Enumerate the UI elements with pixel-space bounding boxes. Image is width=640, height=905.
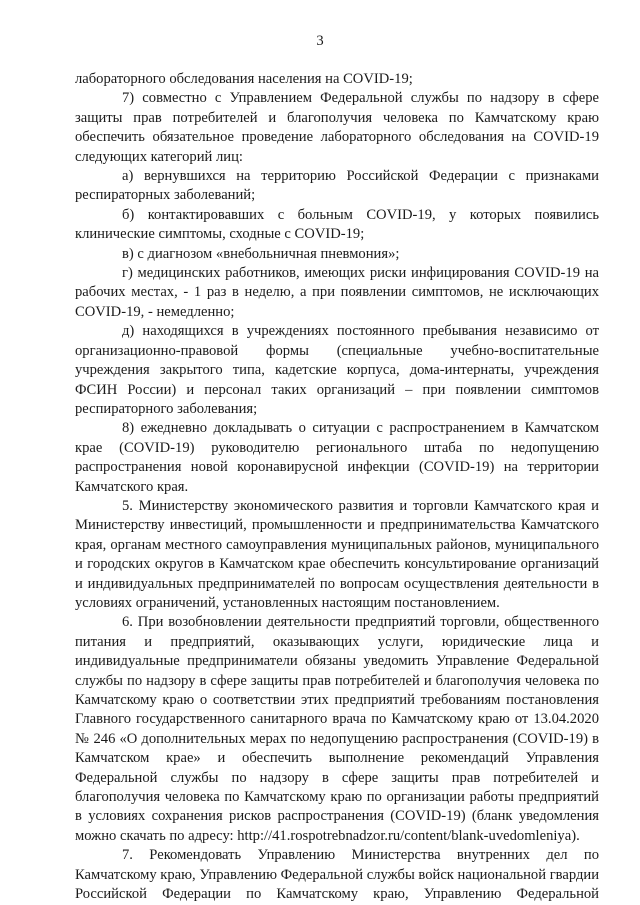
- document-body: [75, 70, 599, 904]
- paragraph-subitem-d: д) находящихся в учреждениях постоянного пребывания независимо от организационно-правовой формы (специальные учебно-воспитательные учреждения закрытого типа, кадетские корпуса, дома-интернаты, учреждения ФСИН России) и персонал таких организаций – при появлении симптомов респираторного заболевания;: [75, 323, 599, 417]
- paragraph-subitem-b: б) контактировавших с больным COVID-19, у которых появились клинические симптомы, сходные с COVID-19;: [75, 206, 599, 243]
- paragraph-subitem-v: в) с диагнозом «внебольничная пневмония»;: [122, 245, 400, 262]
- paragraph-subitem-a: а) вернувшихся на территорию Российской Федерации с признаками респираторных заболеваний;: [75, 168, 599, 204]
- paragraph-section-6: 6. При возобновлении деятельности предприятий торговли, общественного питания и предприятий, оказывающих услуги, юридические лица и индивидуальные предприниматели обязаны уведомить Управление Федеральной службы по надзору в сфере защиты прав потребителей и благополучия человека по Камчатскому краю о соответствии этих предприятий требованиям постановления Главного государственного санитарного врача по Камчатскому краю от 13.04.2020 № 246 «О дополнительных мерах по недопущению распространения (COVID-19) в Камчатском крае» и обеспечить выполнение рекомендаций Управления Федеральной службы по надзору в сфере защиты прав потребителей и благополучия человека по Камчатскому краю по организации работы предприятий в условиях сохранения рисков распространения (COVID-19) (бланк уведомления можно скачать по адресу: http://41.rospotrebnadzor.ru/content/blank-uvedomleniya).: [75, 614, 599, 844]
- paragraph-section-7: 7. Рекомендовать Управлению Министерства внутренних дел по Камчатскому краю, Управлению Федеральной службы войск национальной гвардии Российской Федерации по Камчатскому краю, Управлению Федеральной: [75, 847, 599, 903]
- paragraph-item-7: 7) совместно с Управлением Федеральной службы по надзору в сфере защиты прав потребителей и благополучия человека по Камчатскому краю обеспечить обязательное проведение лабораторного обследования на COVID-19 следующих категорий лиц:: [75, 90, 599, 165]
- page-number: 3: [316, 33, 324, 49]
- paragraph-item-8: 8) ежедневно докладывать о ситуации с распространением в Камчатском крае (COVID-19) руководителю регионального штаба по недопущению распространения новой коронавирусной инфекции (COVID-19) на территории Камчатского края.: [75, 420, 599, 495]
- paragraph-continuation: лабораторного обследования населения на COVID-19;: [75, 71, 413, 87]
- paragraph-subitem-g: г) медицинских работников, имеющих риски инфицирования COVID-19 на рабочих местах, - 1 раз в неделю, а при появлении симптомов, не исключающих COVID-19, - немедленно;: [75, 265, 599, 320]
- paragraph-section-5: 5. Министерству экономического развития и торговли Камчатского края и Министерству инвестиций, промышленности и предпринимательства Камчатского края, органам местного самоуправления муниципальных районов, муниципального и городских округов в Камчатском крае обеспечить консультирование организаций и индивидуальных предпринимателей по вопросам осуществления деятельности в условиях ограничений, установленных настоящим постановлением.: [75, 497, 599, 611]
